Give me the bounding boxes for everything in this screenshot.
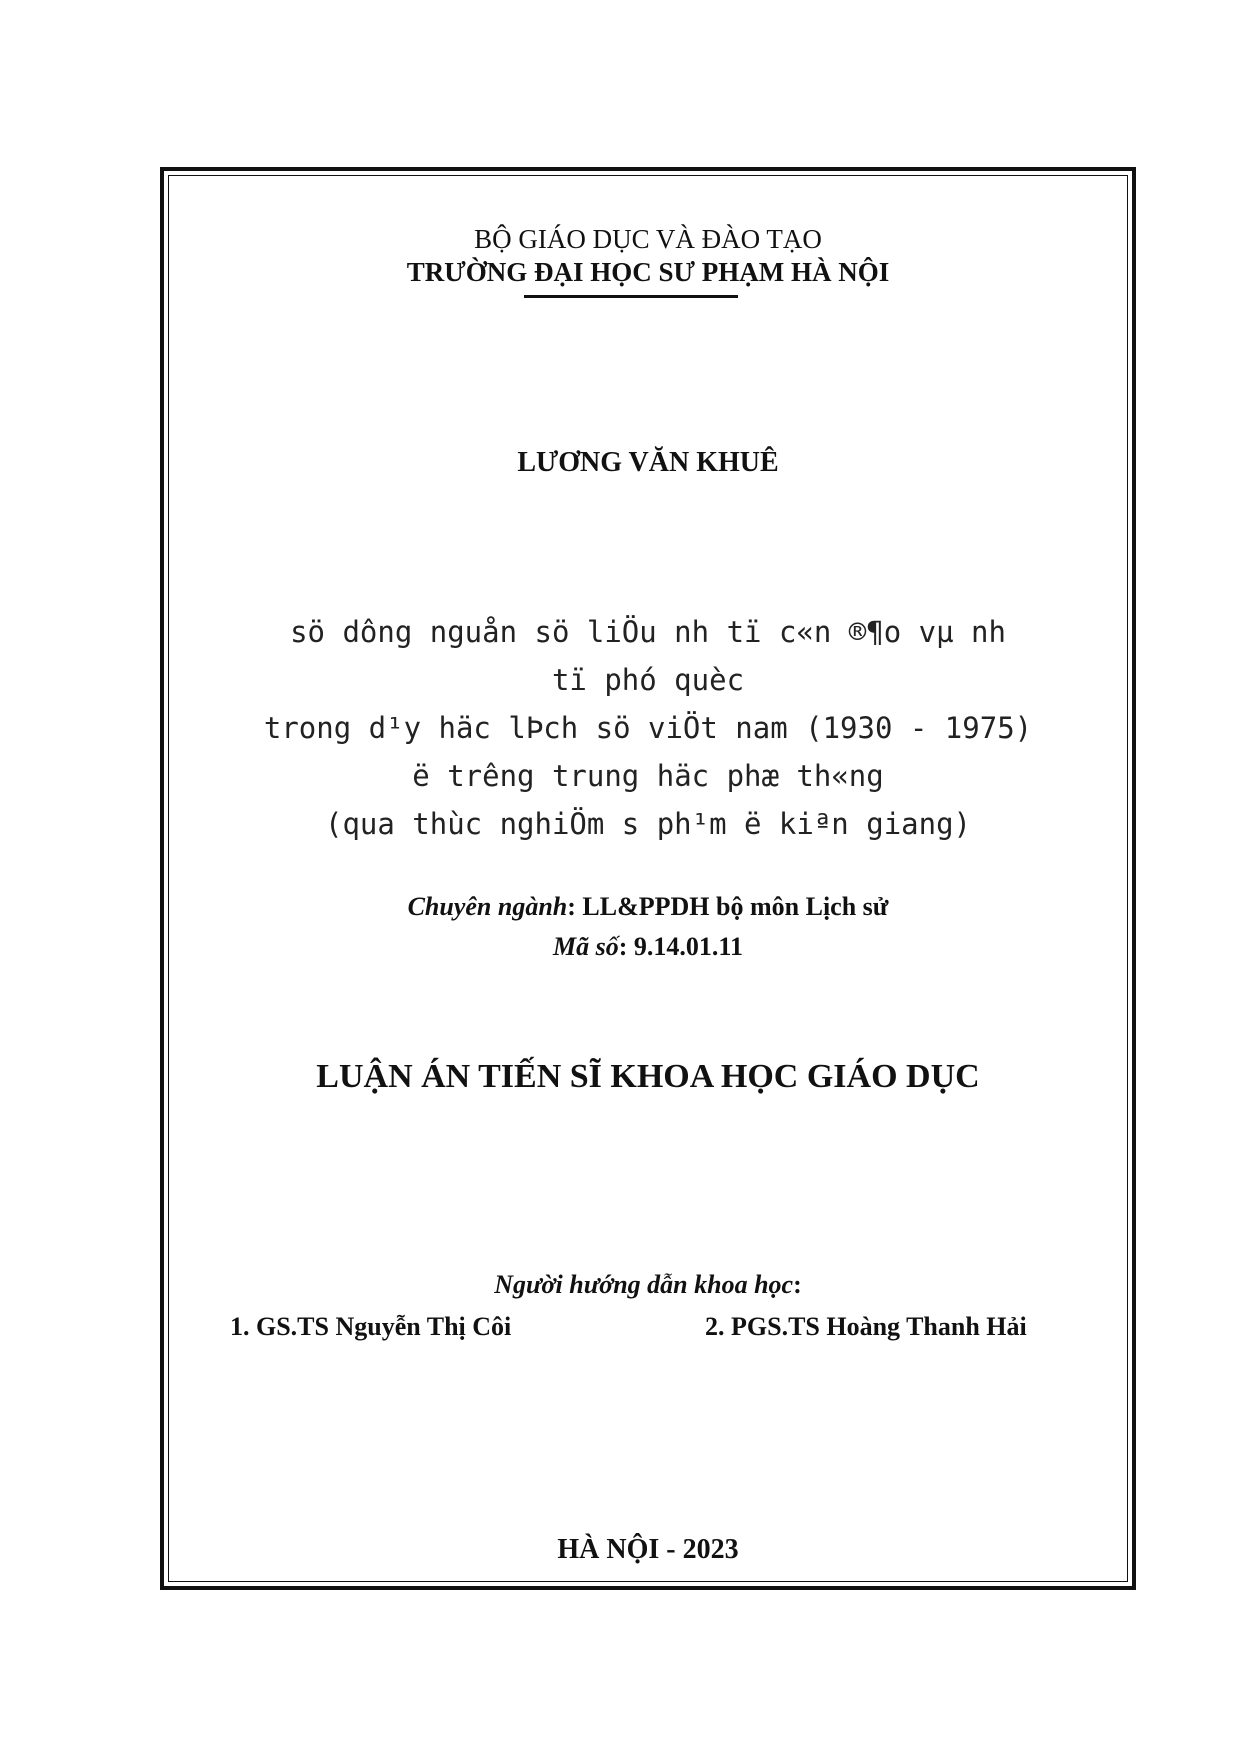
thesis-title-line-4: ë trêng trung häc phæ th«ng [412, 759, 884, 793]
thesis-title-line-5: (qua thùc nghiÖm s ph¹m ë kiªn giang) [324, 807, 971, 841]
page-border-inner [168, 175, 1128, 1582]
thesis-title-line-3: trong d¹y häc lÞch sö viÖt nam (1930 - 1975) [263, 711, 1033, 745]
advisor-heading-colon: : [793, 1270, 802, 1299]
advisor-1: 1. GS.TS Nguyễn Thị Côi [230, 1312, 512, 1341]
code-label: Mã số [553, 932, 619, 961]
thesis-title-line-1: sö dông nguån sö liÖu nh tï c«n ®¶o vµ nh [290, 615, 1006, 649]
major-label: Chuyên ngành [407, 892, 568, 921]
code-line [168, 930, 1128, 964]
university-underline [524, 295, 738, 298]
ministry-name: BỘ GIÁO DỤC VÀ ĐÀO TẠO [474, 224, 822, 254]
advisor-heading-text: Người hướng dẫn khoa học [494, 1270, 794, 1299]
university-name: TRƯỜNG ĐẠI HỌC SƯ PHẠM HÀ NỘI [406, 257, 890, 287]
advisor-2: 2. PGS.TS Hoàng Thanh Hải [705, 1312, 1027, 1341]
thesis-title-line-2: tï phó quèc [551, 663, 745, 697]
degree-title: LUẬN ÁN TIẾN SĨ KHOA HỌC GIÁO DỤC [316, 1058, 980, 1095]
author-name: LƯƠNG VĂN KHUÊ [517, 447, 779, 478]
code-value: : 9.14.01.11 [618, 932, 743, 961]
major-line [168, 890, 1128, 924]
advisor-heading [168, 1268, 1128, 1302]
place-and-year: HÀ NỘI - 2023 [557, 1534, 739, 1565]
major-value: : LL&PPDH bộ môn Lịch sử [567, 892, 889, 921]
